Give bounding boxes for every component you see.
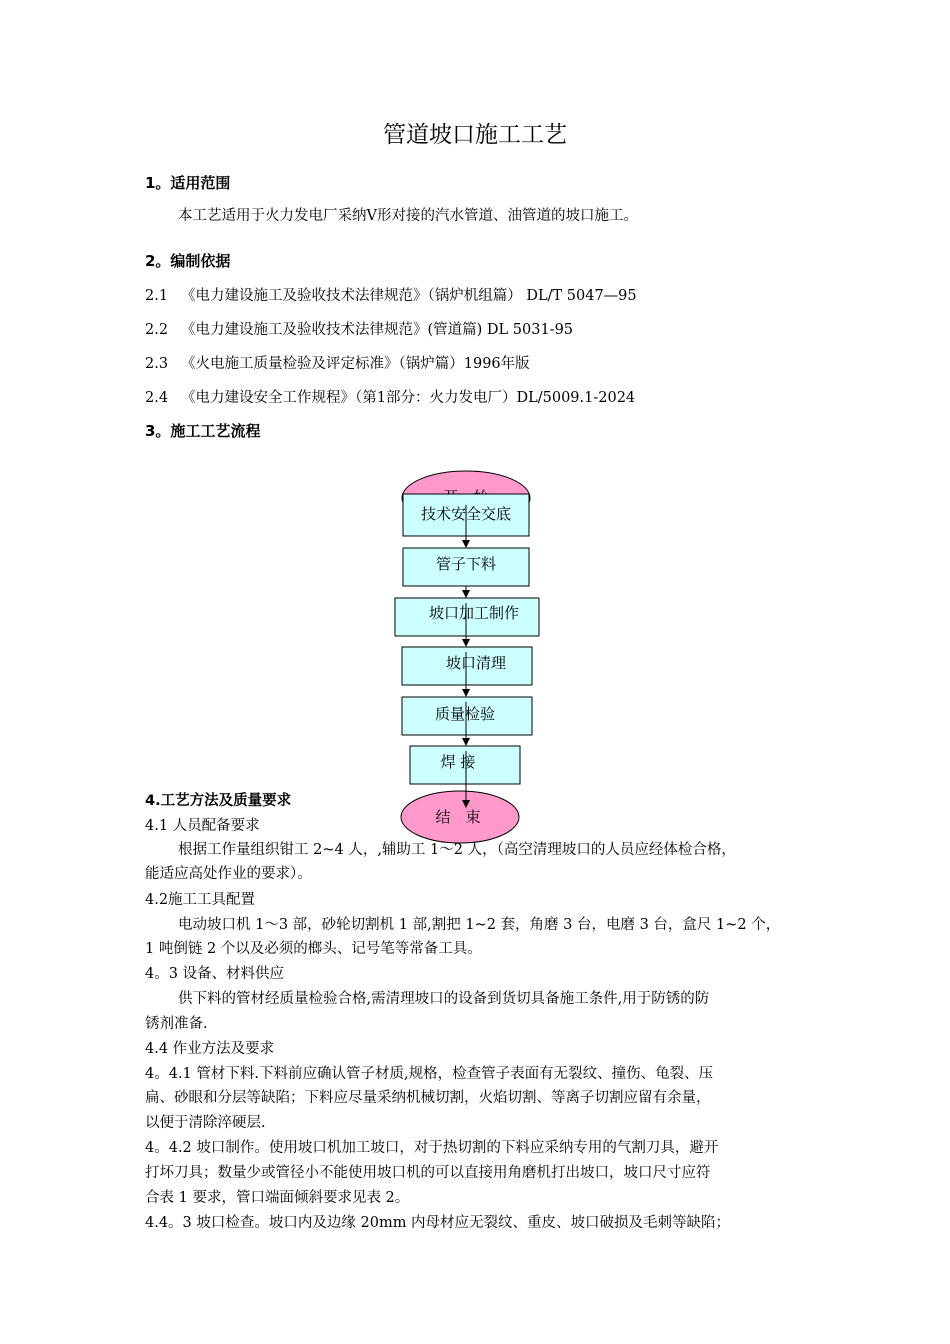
section-1-text: 本工艺适用于火力发电厂采纳Ⅴ形对接的汽水管道、油管道的坡口施工。 bbox=[178, 208, 638, 224]
reference-text: 《电力建设施工及验收技术法律规范》(管道篇) DL 5031-95 bbox=[181, 322, 574, 338]
flow-step-label: 管子下料 bbox=[435, 555, 497, 573]
subsection-heading: 4.4 作业方法及要求 bbox=[145, 1041, 275, 1057]
page-title: 管道坡口施工工艺 bbox=[383, 122, 567, 148]
reference-number: 2.2 bbox=[145, 322, 169, 338]
paragraph-line: 1 吨倒链 2 个以及必须的榔头、记号笔等常备工具。 bbox=[145, 941, 482, 957]
paragraph-line: 4。4.2 坡口制作。使用坡口机加工坡口，对于热切割的下料应采纳专用的气割刀具，避开 bbox=[145, 1140, 719, 1156]
paragraph-line: 扁、砂眼和分层等缺陷；下料应尽量采纳机械切割，火焰切割、等离子切割应留有余量， bbox=[145, 1090, 711, 1106]
reference-text: 《电力建设施工及验收技术法律规范》（锅炉机组篇） DL/T 5047—95 bbox=[181, 288, 637, 304]
flow-step-label: 质量检验 bbox=[434, 705, 496, 723]
paragraph-line: 锈剂准备. bbox=[145, 1016, 208, 1032]
reference-text: 《火电施工质量检验及评定标准》（锅炉篇）1996年版 bbox=[181, 356, 530, 372]
paragraph-line: 电动坡口机 1～3 部，砂轮切割机 1 部,割把 1~2 套，角磨 3 台，电磨 3 台，盒尺 1~2 个， bbox=[178, 917, 781, 933]
reference-number: 2.1 bbox=[145, 288, 169, 304]
flow-step-label: 焊 接 bbox=[440, 753, 476, 771]
subsection-heading: 4.2施工工具配置 bbox=[145, 892, 256, 908]
paragraph-line: 根据工作量组织钳工 2~4 人，,辅助工 1～2 人，（高空清理坡口的人员应经体检合格， bbox=[178, 842, 736, 858]
section-2-heading: 2。编制依据 bbox=[145, 252, 231, 270]
paragraph-line: 供下料的管材经质量检验合格,需清理坡口的设备到货切具备施工条件,用于防锈的防 bbox=[178, 991, 710, 1007]
reference-number: 2.3 bbox=[145, 356, 169, 372]
paragraph-line: 以便于清除淬硬层. bbox=[145, 1115, 266, 1131]
reference-text: 《电力建设安全工作规程》（第1部分：火力发电厂）DL/5009.1-2024 bbox=[181, 390, 636, 406]
subsection-heading: 4。3 设备、材料供应 bbox=[145, 966, 285, 982]
flow-step-label: 坡口清理 bbox=[445, 654, 507, 672]
paragraph-line: 打坏刀具；数量少或管径小不能使用坡口机的可以直接用角磨机打出坡口，坡口尺寸应符 bbox=[145, 1165, 711, 1181]
end-label: 结 束 bbox=[435, 808, 481, 826]
section-4-heading: 4.工艺方法及质量要求 bbox=[145, 793, 292, 809]
flow-step-label: 技术安全交底 bbox=[420, 505, 512, 523]
flow-step-label: 坡口加工制作 bbox=[428, 604, 520, 622]
subsection-heading: 4.1 人员配备要求 bbox=[145, 818, 260, 834]
section-1-heading: 1。适用范围 bbox=[145, 174, 231, 192]
paragraph-line: 4.4。3 坡口检查。坡口内及边缘 20mm 内母材应无裂纹、重皮、坡口破损及毛刺等缺陷； bbox=[145, 1215, 731, 1231]
reference-number: 2.4 bbox=[145, 390, 169, 406]
paragraph-line: 合表 1 要求，管口端面倾斜要求见表 2。 bbox=[145, 1190, 410, 1206]
paragraph-line: 能适应高处作业的要求）。 bbox=[145, 866, 312, 882]
section-3-heading: 3。施工工艺流程 bbox=[145, 422, 261, 440]
paragraph-line: 4。4.1 管材下料.下料前应确认管子材质,规格，检查管子表面有无裂纹、撞伤、龟裂、压 bbox=[145, 1066, 714, 1082]
